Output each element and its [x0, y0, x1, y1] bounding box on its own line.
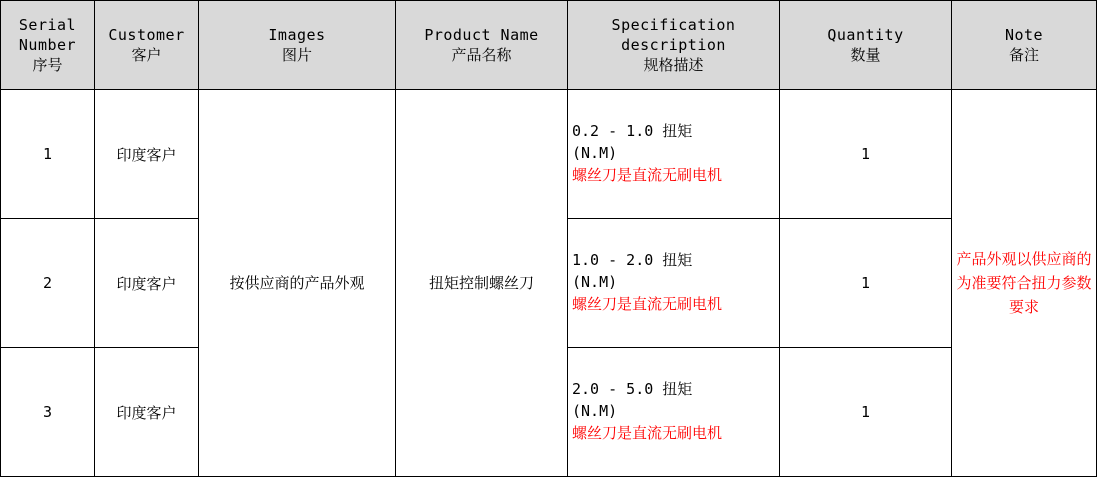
spec-unit: (N.M) — [572, 273, 618, 292]
spec-motor-note: 螺丝刀是直流无刷电机 — [572, 165, 723, 184]
spec-torque-range: 0.2 - 1.0 扭矩 — [572, 122, 693, 141]
column-header-specification — [568, 1, 780, 90]
column-header-quantity-cn: 数量 — [850, 46, 881, 64]
cell-serial-number: 1 — [1, 90, 95, 219]
column-header-specification-cn: 规格描述 — [643, 56, 704, 75]
table-body — [1, 90, 1097, 477]
column-header-customer — [95, 1, 199, 90]
column-header-quantity — [780, 1, 952, 90]
cell-quantity: 1 — [780, 90, 952, 219]
column-header-note-cn: 备注 — [1008, 46, 1039, 64]
spec-torque-range: 2.0 - 5.0 扭矩 — [572, 380, 693, 399]
column-header-note — [952, 1, 1097, 90]
table-header-row — [1, 1, 1097, 90]
column-header-product-name-cn: 产品名称 — [451, 46, 512, 64]
spec-motor-note: 螺丝刀是直流无刷电机 — [572, 423, 723, 442]
table-row — [1, 90, 1097, 219]
spec-motor-note: 螺丝刀是直流无刷电机 — [572, 294, 723, 313]
column-header-images-en: Images — [268, 25, 326, 44]
cell-note-merged: 产品外观以供应商的为准要符合扭力参数要求 — [952, 90, 1097, 477]
column-header-product-name — [396, 1, 568, 90]
cell-specification — [568, 219, 780, 348]
cell-customer: 印度客户 — [95, 348, 199, 477]
cell-serial-number: 3 — [1, 348, 95, 477]
cell-specification — [568, 90, 780, 219]
cell-customer: 印度客户 — [95, 219, 199, 348]
column-header-images-cn: 图片 — [281, 46, 312, 64]
cell-customer: 印度客户 — [95, 90, 199, 219]
column-header-customer-en: Customer — [108, 25, 185, 44]
spec-unit: (N.M) — [572, 402, 618, 421]
cell-quantity: 1 — [780, 348, 952, 477]
cell-images-merged: 按供应商的产品外观 — [199, 90, 396, 477]
column-header-product-name-en: Product Name — [424, 25, 539, 44]
column-header-images — [199, 1, 396, 90]
cell-specification — [568, 348, 780, 477]
cell-serial-number: 2 — [1, 219, 95, 348]
column-header-serial-number-cn: 序号 — [32, 56, 63, 75]
column-header-customer-cn: 客户 — [131, 46, 162, 64]
spec-torque-range: 1.0 - 2.0 扭矩 — [572, 251, 693, 270]
column-header-specification-en: Specification description — [611, 15, 736, 54]
spec-unit: (N.M) — [572, 144, 618, 163]
column-header-serial-number — [1, 1, 95, 90]
cell-quantity: 1 — [780, 219, 952, 348]
table-header — [1, 1, 1097, 90]
column-header-serial-number-en: Serial Number — [18, 15, 77, 54]
column-header-note-en: Note — [1004, 25, 1044, 44]
cell-product-name-merged: 扭矩控制螺丝刀 — [396, 90, 568, 477]
column-header-quantity-en: Quantity — [827, 25, 904, 44]
